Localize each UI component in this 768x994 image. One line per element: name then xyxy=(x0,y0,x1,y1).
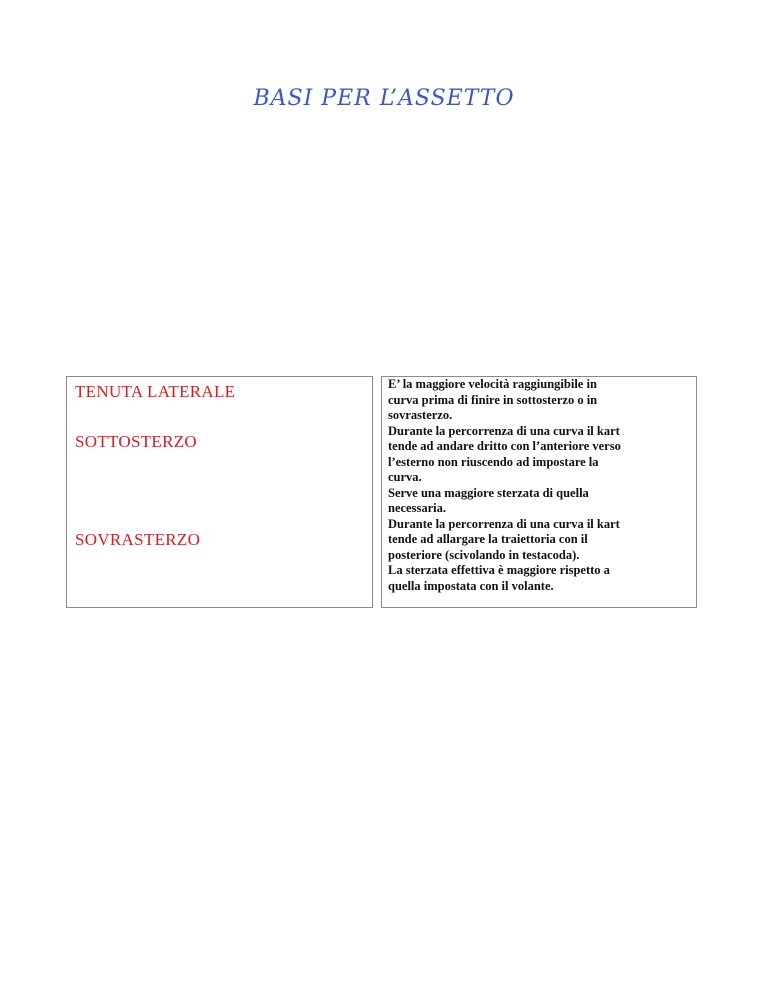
terms-box xyxy=(66,376,373,608)
page-title: BASI PER L’ASSETTO xyxy=(253,86,515,111)
definition-line: tende ad andare dritto con l’anteriore verso xyxy=(388,439,621,453)
definition-line: E’ la maggiore velocità raggiungibile in xyxy=(388,377,597,391)
definition-line: curva prima di finire in sottosterzo o in xyxy=(388,392,598,407)
definitions-box xyxy=(381,376,697,608)
term-tenuta-laterale: TENUTA LATERALE xyxy=(75,382,236,401)
definition-line: curva. xyxy=(388,470,422,484)
definition-line: l’esterno non riuscendo ad impostare la xyxy=(388,454,599,469)
definition-line: La sterzata effettiva è maggiore rispetto a xyxy=(388,563,610,577)
definition-line: Serve una maggiore sterzata di quella xyxy=(388,485,589,500)
definition-line: Durante la percorrenza di una curva il kart xyxy=(388,423,620,438)
term-sovrasterzo: SOVRASTERZO xyxy=(75,530,201,549)
definition-line: tende ad allargare la traiettoria con il xyxy=(388,532,588,546)
definition-line: necessaria. xyxy=(388,501,446,515)
definition-line: sovrasterzo. xyxy=(388,408,453,422)
definition-line: posteriore (scivolando in testacoda). xyxy=(388,547,580,562)
definition-line: Durante la percorrenza di una curva il kart xyxy=(388,516,620,531)
definition-line: quella impostata con il volante. xyxy=(388,578,554,593)
term-sottosterzo: SOTTOSTERZO xyxy=(75,432,197,451)
definitions-text xyxy=(388,377,690,594)
